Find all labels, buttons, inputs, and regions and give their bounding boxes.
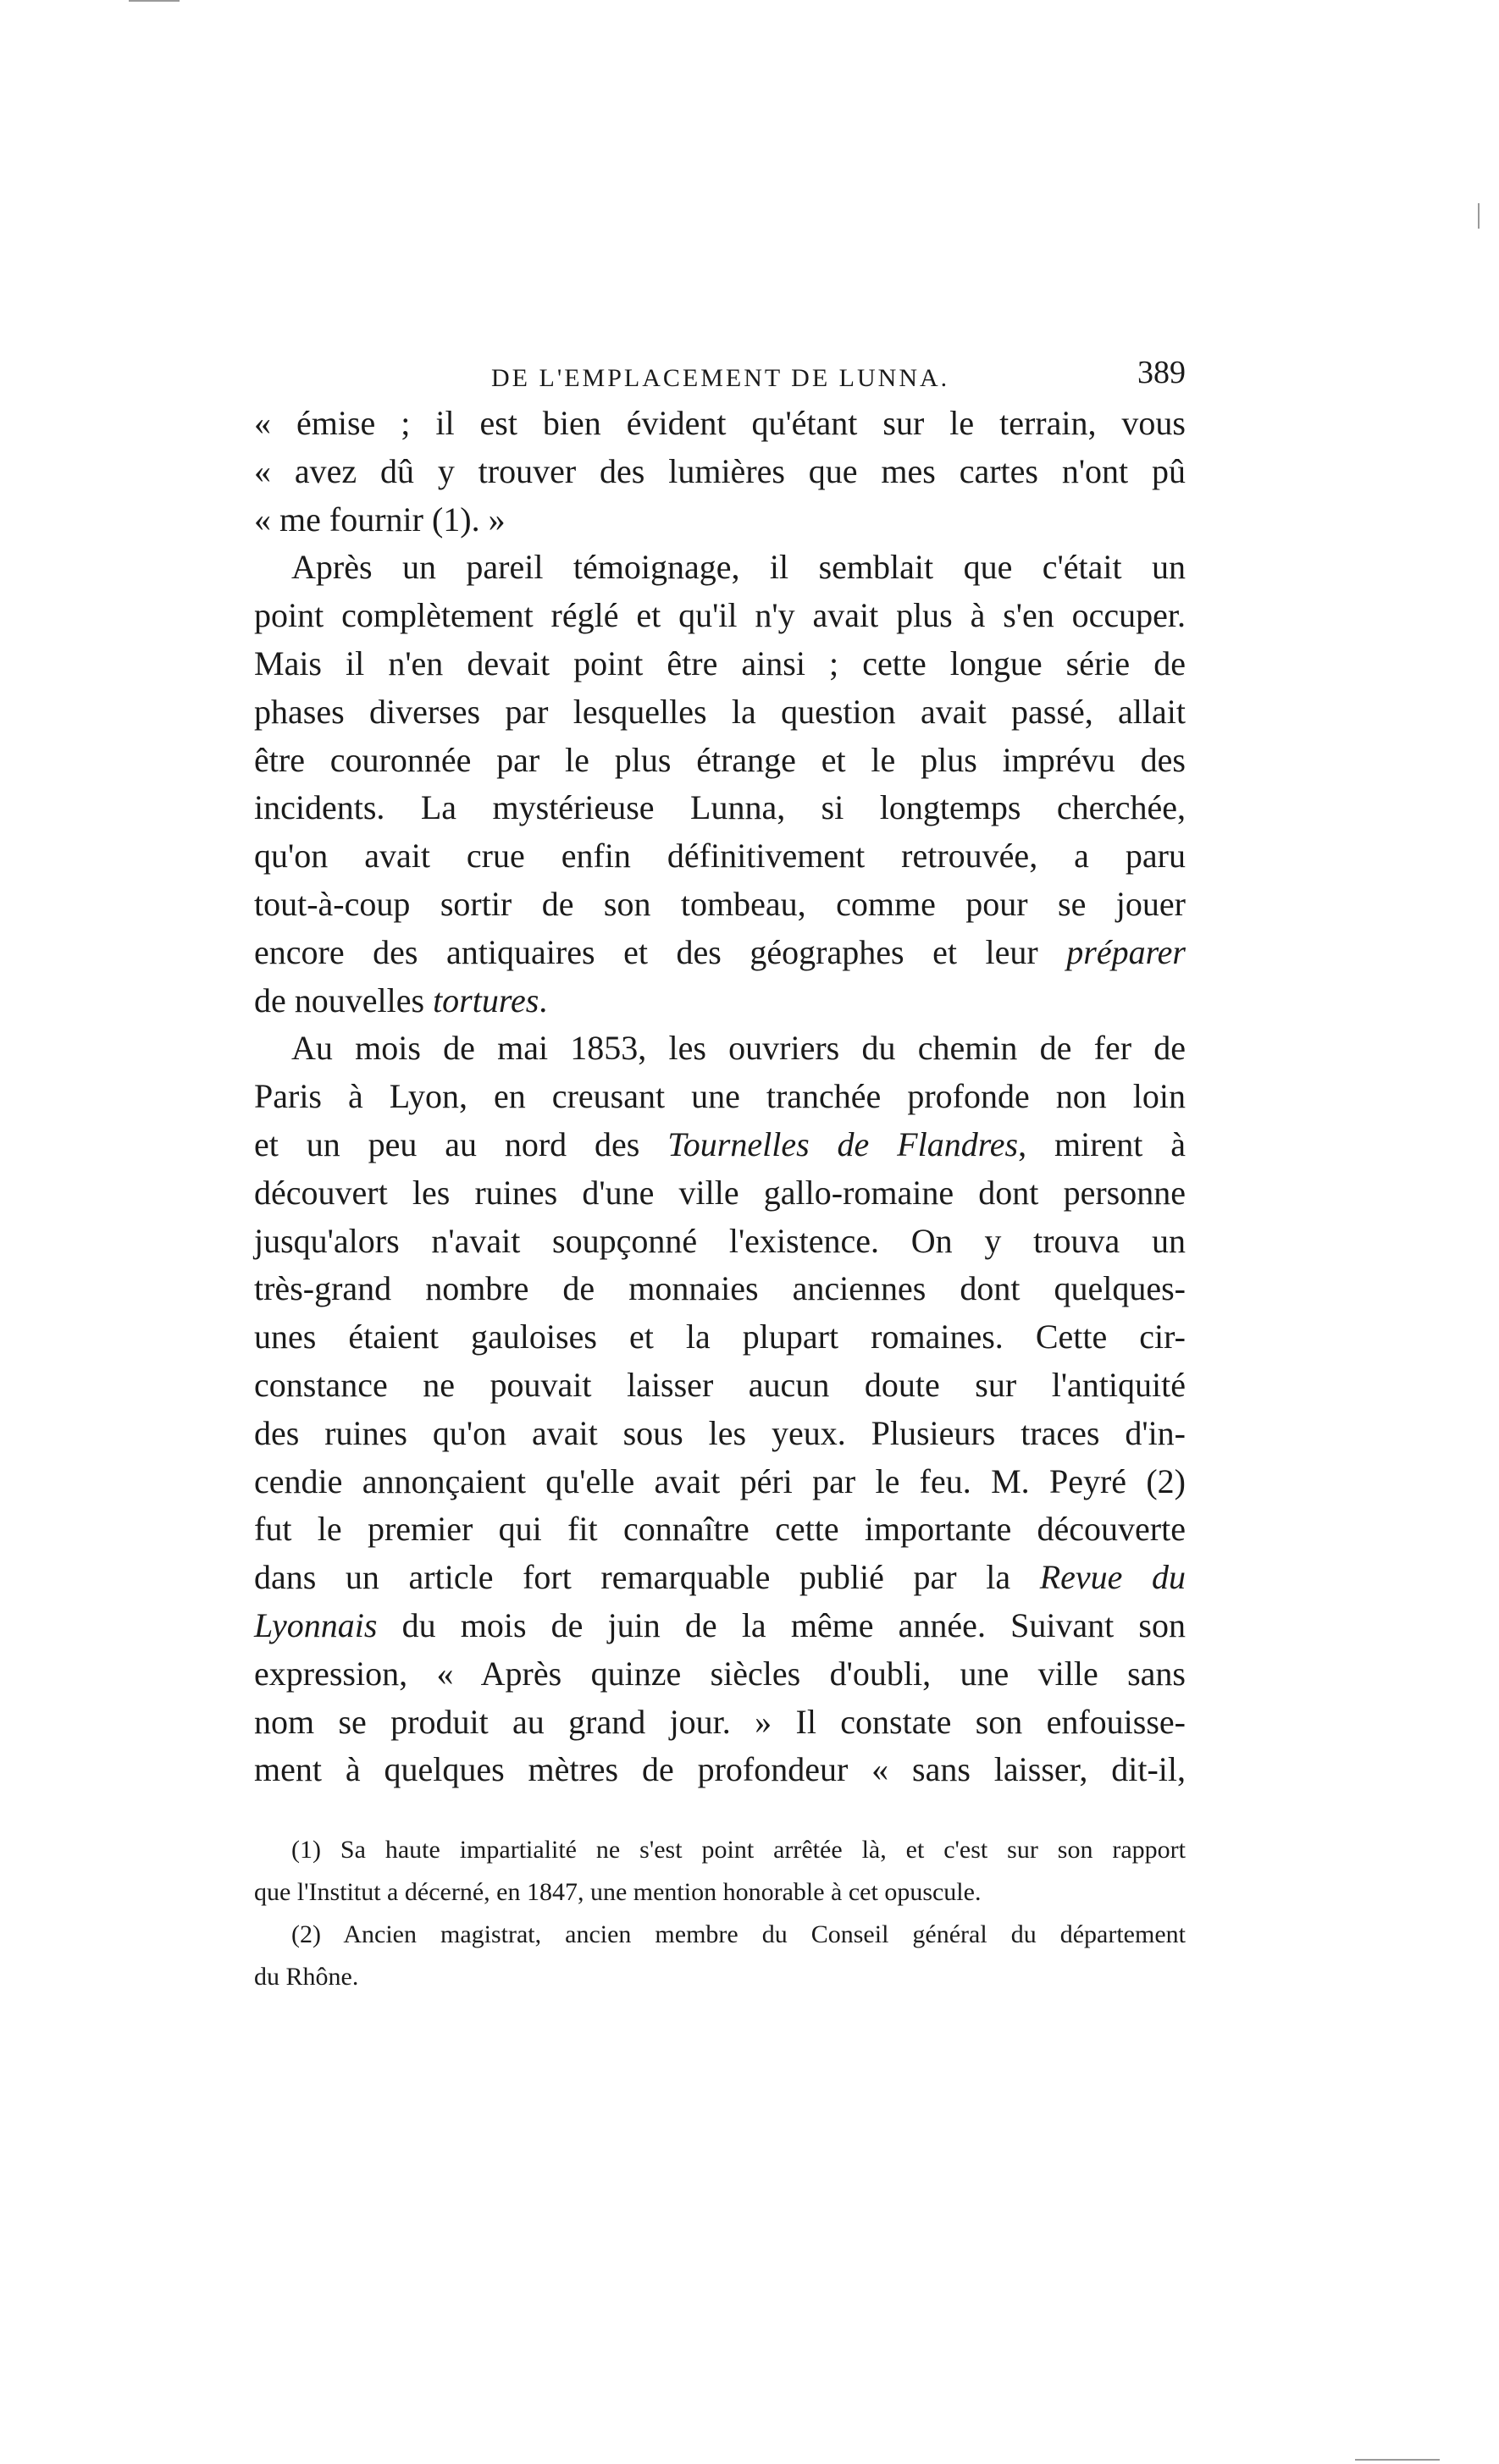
page-header	[254, 354, 1186, 405]
footnote-line: que l'Institut a décerné, en 1847, une mention honorable à cet opuscule.	[254, 1878, 982, 1906]
text-line: Mais il n'en devait point être ainsi ; cette longue série de	[254, 644, 1186, 682]
text-line: de nouvelles tortures.	[254, 981, 548, 1019]
footnotes	[254, 1829, 1186, 1998]
body-text	[254, 400, 1186, 1794]
text-line: constance ne pouvait laisser aucun doute sur l'antiquité	[254, 1365, 1186, 1404]
scan-edge-mark	[1478, 203, 1480, 229]
scan-edge-mark	[129, 0, 180, 2]
text-line: encore des antiquaires et des géographes et leur préparer	[254, 932, 1186, 971]
text-line: unes étaient gauloises et la plupart romaines. Cette cir-	[254, 1318, 1186, 1356]
text-line: ment à quelques mètres de profondeur « sans laisser, dit-il,	[254, 1750, 1186, 1789]
text-line: fut le premier qui fit connaître cette importante découverte	[254, 1510, 1186, 1549]
text-line: « avez dû y trouver des lumières que mes cartes n'ont pû	[254, 451, 1186, 490]
footnote-line: du Rhône.	[254, 1963, 359, 1991]
text-line: phases diverses par lesquelles la question avait passé, allait	[254, 692, 1186, 731]
text-line: très-grand nombre de monnaies anciennes dont quelques-	[254, 1269, 1186, 1308]
footnote-line: (1) Sa haute impartialité ne s'est point arrêtée là, et c'est sur son rapport	[291, 1836, 1186, 1864]
text-line: nom se produit au grand jour. » Il constate son enfouisse-	[254, 1702, 1186, 1741]
text-line: cendie annonçaient qu'elle avait péri par le feu. M. Peyré (2)	[254, 1461, 1186, 1500]
text-line: découvert les ruines d'une ville gallo-romaine dont personne	[254, 1173, 1186, 1212]
text-line: et un peu au nord des Tournelles de Flandres, mirent à	[254, 1124, 1186, 1163]
text-line: point complètement réglé et qu'il n'y avait plus à s'en occuper.	[254, 596, 1186, 635]
text-line: Paris à Lyon, en creusant une tranchée profonde non loin	[254, 1077, 1186, 1116]
text-line: tout-à-coup sortir de son tombeau, comme pour se jouer	[254, 884, 1186, 923]
text-line: jusqu'alors n'avait soupçonné l'existence. On y trouva un	[254, 1221, 1186, 1260]
text-line: « me fournir (1). »	[254, 500, 506, 539]
text-line: incidents. La mystérieuse Lunna, si longtemps cherchée,	[254, 788, 1186, 827]
page-number: 389	[1137, 355, 1186, 390]
text-line: « émise ; il est bien évident qu'étant sur le terrain, vous	[254, 404, 1186, 442]
text-line: Lyonnais du mois de juin de la même année. Suivant son	[254, 1605, 1186, 1644]
text-line: dans un article fort remarquable publié par la Revue du	[254, 1558, 1186, 1597]
running-title: DE L'EMPLACEMENT DE LUNNA.	[491, 364, 950, 392]
scan-edge-mark	[1355, 2459, 1440, 2461]
text-line: expression, « Après quinze siècles d'oubli, une ville sans	[254, 1654, 1186, 1693]
footnote-line: (2) Ancien magistrat, ancien membre du Conseil général du département	[291, 1920, 1186, 1948]
text-line: des ruines qu'on avait sous les yeux. Plusieurs traces d'in-	[254, 1413, 1186, 1452]
text-line: Au mois de mai 1853, les ouvriers du chemin de fer de	[291, 1029, 1186, 1068]
text-line: Après un pareil témoignage, il semblait que c'était un	[291, 548, 1186, 587]
text-line: qu'on avait crue enfin définitivement retrouvée, a paru	[254, 837, 1186, 876]
text-line: être couronnée par le plus étrange et le plus imprévu des	[254, 740, 1186, 779]
